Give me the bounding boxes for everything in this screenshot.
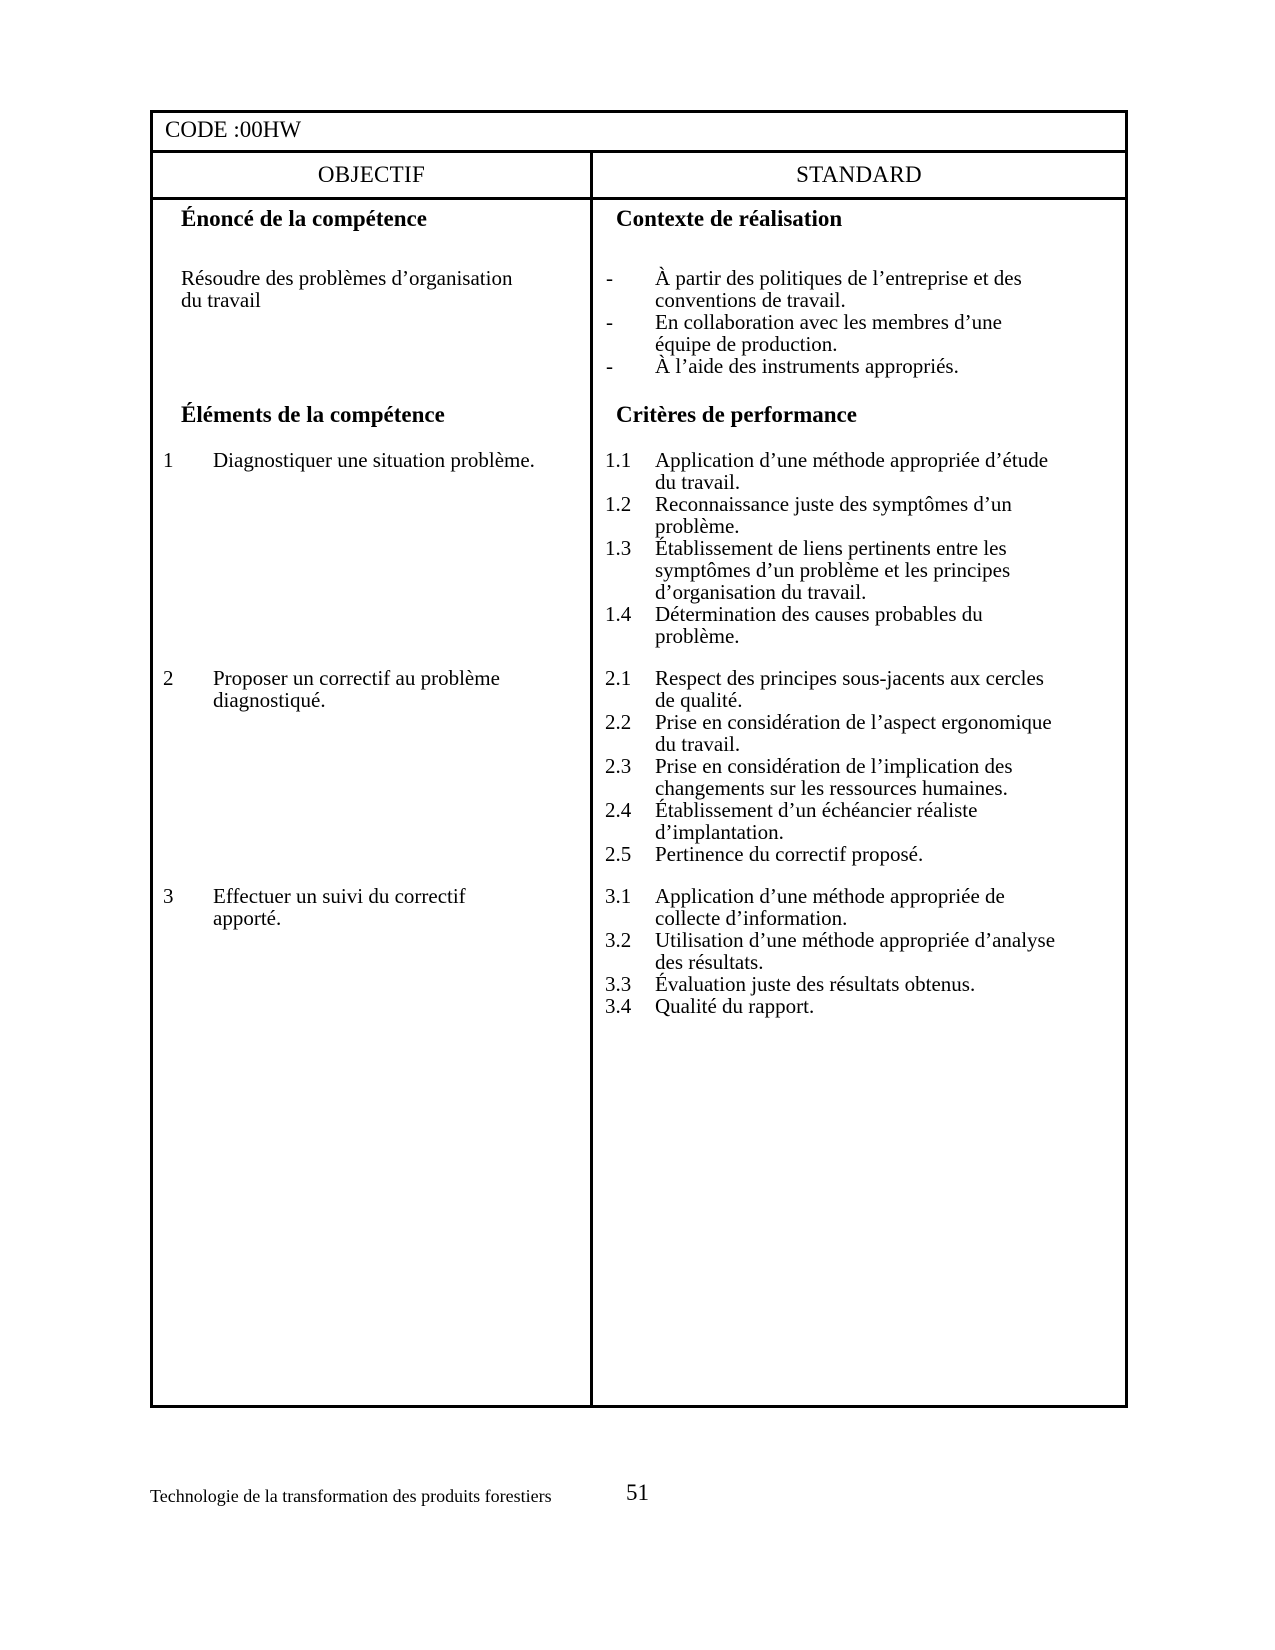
critere-line: des résultats. bbox=[655, 950, 764, 974]
critere-text bbox=[655, 755, 1013, 799]
critere-number: 2.4 bbox=[605, 798, 632, 822]
critere-number: 2.2 bbox=[605, 710, 632, 734]
contexte-text bbox=[655, 355, 959, 377]
critere-number: 1.2 bbox=[605, 492, 632, 516]
page-number: 51 bbox=[626, 1480, 649, 1505]
enonce-text bbox=[181, 267, 512, 311]
critere-text bbox=[655, 973, 975, 995]
enonce-title: Énoncé de la compétence bbox=[181, 206, 427, 231]
contexte-line: En collaboration avec les membres d’une bbox=[655, 310, 1002, 334]
column-divider bbox=[590, 153, 593, 1405]
critere-text bbox=[655, 493, 1012, 537]
critere-number: 1.1 bbox=[605, 448, 632, 472]
element-line: Proposer un correctif au problème bbox=[213, 666, 500, 690]
elements-title: Éléments de la compétence bbox=[181, 402, 445, 427]
critere-line: changements sur les ressources humaines. bbox=[655, 776, 1008, 800]
critere-line: Évaluation juste des résultats obtenus. bbox=[655, 972, 976, 996]
critere-number: 3.1 bbox=[605, 884, 632, 908]
standard-header: STANDARD bbox=[796, 162, 922, 187]
footer-document-title: Technologie de la transformation des produits forestiers bbox=[150, 1486, 552, 1506]
element-text bbox=[213, 667, 500, 711]
element-number: 1 bbox=[163, 448, 174, 472]
critere-line: du travail. bbox=[655, 732, 741, 756]
critere-line: Établissement de liens pertinents entre les bbox=[655, 536, 1007, 560]
enonce-line: du travail bbox=[181, 288, 261, 312]
contexte-bullet: - bbox=[606, 266, 613, 290]
critere-number: 1.4 bbox=[605, 602, 632, 626]
critere-text bbox=[655, 929, 1055, 973]
criteres-title: Critères de performance bbox=[616, 402, 857, 427]
contexte-line: conventions de travail. bbox=[655, 288, 846, 312]
critere-text bbox=[655, 449, 1048, 493]
contexte-line: À partir des politiques de l’entreprise et des bbox=[655, 266, 1022, 290]
critere-line: d’implantation. bbox=[655, 820, 784, 844]
critere-line: d’organisation du travail. bbox=[655, 580, 867, 604]
critere-line: de qualité. bbox=[655, 688, 743, 712]
competency-table bbox=[150, 110, 1128, 1408]
critere-line: Application d’une méthode appropriée d’étude bbox=[655, 448, 1049, 472]
element-line: diagnostiqué. bbox=[213, 688, 326, 712]
contexte-bullet: - bbox=[606, 310, 613, 334]
critere-line: Qualité du rapport. bbox=[655, 994, 815, 1018]
critere-text bbox=[655, 667, 1044, 711]
critere-number: 3.3 bbox=[605, 972, 632, 996]
enonce-line: Résoudre des problèmes d’organisation bbox=[181, 266, 513, 290]
critere-number: 2.5 bbox=[605, 842, 632, 866]
critere-line: Utilisation d’une méthode appropriée d’analyse bbox=[655, 928, 1056, 952]
critere-number: 1.3 bbox=[605, 536, 632, 560]
critere-line: Établissement d’un échéancier réaliste bbox=[655, 798, 978, 822]
contexte-text bbox=[655, 311, 1002, 355]
critere-text bbox=[655, 799, 977, 843]
contexte-line: À l’aide des instruments appropriés. bbox=[655, 354, 959, 378]
contexte-title: Contexte de réalisation bbox=[616, 206, 843, 231]
critere-line: Pertinence du correctif proposé. bbox=[655, 842, 924, 866]
critere-text bbox=[655, 885, 1005, 929]
critere-text bbox=[655, 537, 1010, 603]
critere-line: Application d’une méthode appropriée de bbox=[655, 884, 1005, 908]
critere-line: problème. bbox=[655, 624, 740, 648]
critere-line: Reconnaissance juste des symptômes d’un bbox=[655, 492, 1012, 516]
element-text bbox=[213, 885, 466, 929]
header-row bbox=[153, 153, 1125, 200]
critere-text bbox=[655, 711, 1052, 755]
critere-line: collecte d’information. bbox=[655, 906, 848, 930]
critere-number: 3.4 bbox=[605, 994, 632, 1018]
critere-number: 2.3 bbox=[605, 754, 632, 778]
element-number: 2 bbox=[163, 666, 174, 690]
objectif-header: OBJECTIF bbox=[317, 162, 426, 187]
critere-text bbox=[655, 843, 923, 865]
contexte-bullet: - bbox=[606, 354, 613, 378]
element-text bbox=[213, 449, 535, 471]
critere-line: Prise en considération de l’implication des bbox=[655, 754, 1013, 778]
critere-text bbox=[655, 995, 814, 1017]
critere-line: du travail. bbox=[655, 470, 741, 494]
critere-number: 3.2 bbox=[605, 928, 632, 952]
element-line: Diagnostiquer une situation problème. bbox=[213, 448, 535, 472]
contexte-line: équipe de production. bbox=[655, 332, 838, 356]
critere-text bbox=[655, 603, 983, 647]
critere-line: symptômes d’un problème et les principes bbox=[655, 558, 1011, 582]
code-row: CODE :00HW bbox=[153, 113, 1125, 153]
element-line: Effectuer un suivi du correctif bbox=[213, 884, 466, 908]
critere-line: Prise en considération de l’aspect ergonomique bbox=[655, 710, 1052, 734]
critere-line: problème. bbox=[655, 514, 740, 538]
element-line: apporté. bbox=[213, 906, 282, 930]
critere-line: Détermination des causes probables du bbox=[655, 602, 983, 626]
contexte-text bbox=[655, 267, 1022, 311]
element-number: 3 bbox=[163, 884, 174, 908]
critere-line: Respect des principes sous-jacents aux cercles bbox=[655, 666, 1044, 690]
critere-number: 2.1 bbox=[605, 666, 632, 690]
